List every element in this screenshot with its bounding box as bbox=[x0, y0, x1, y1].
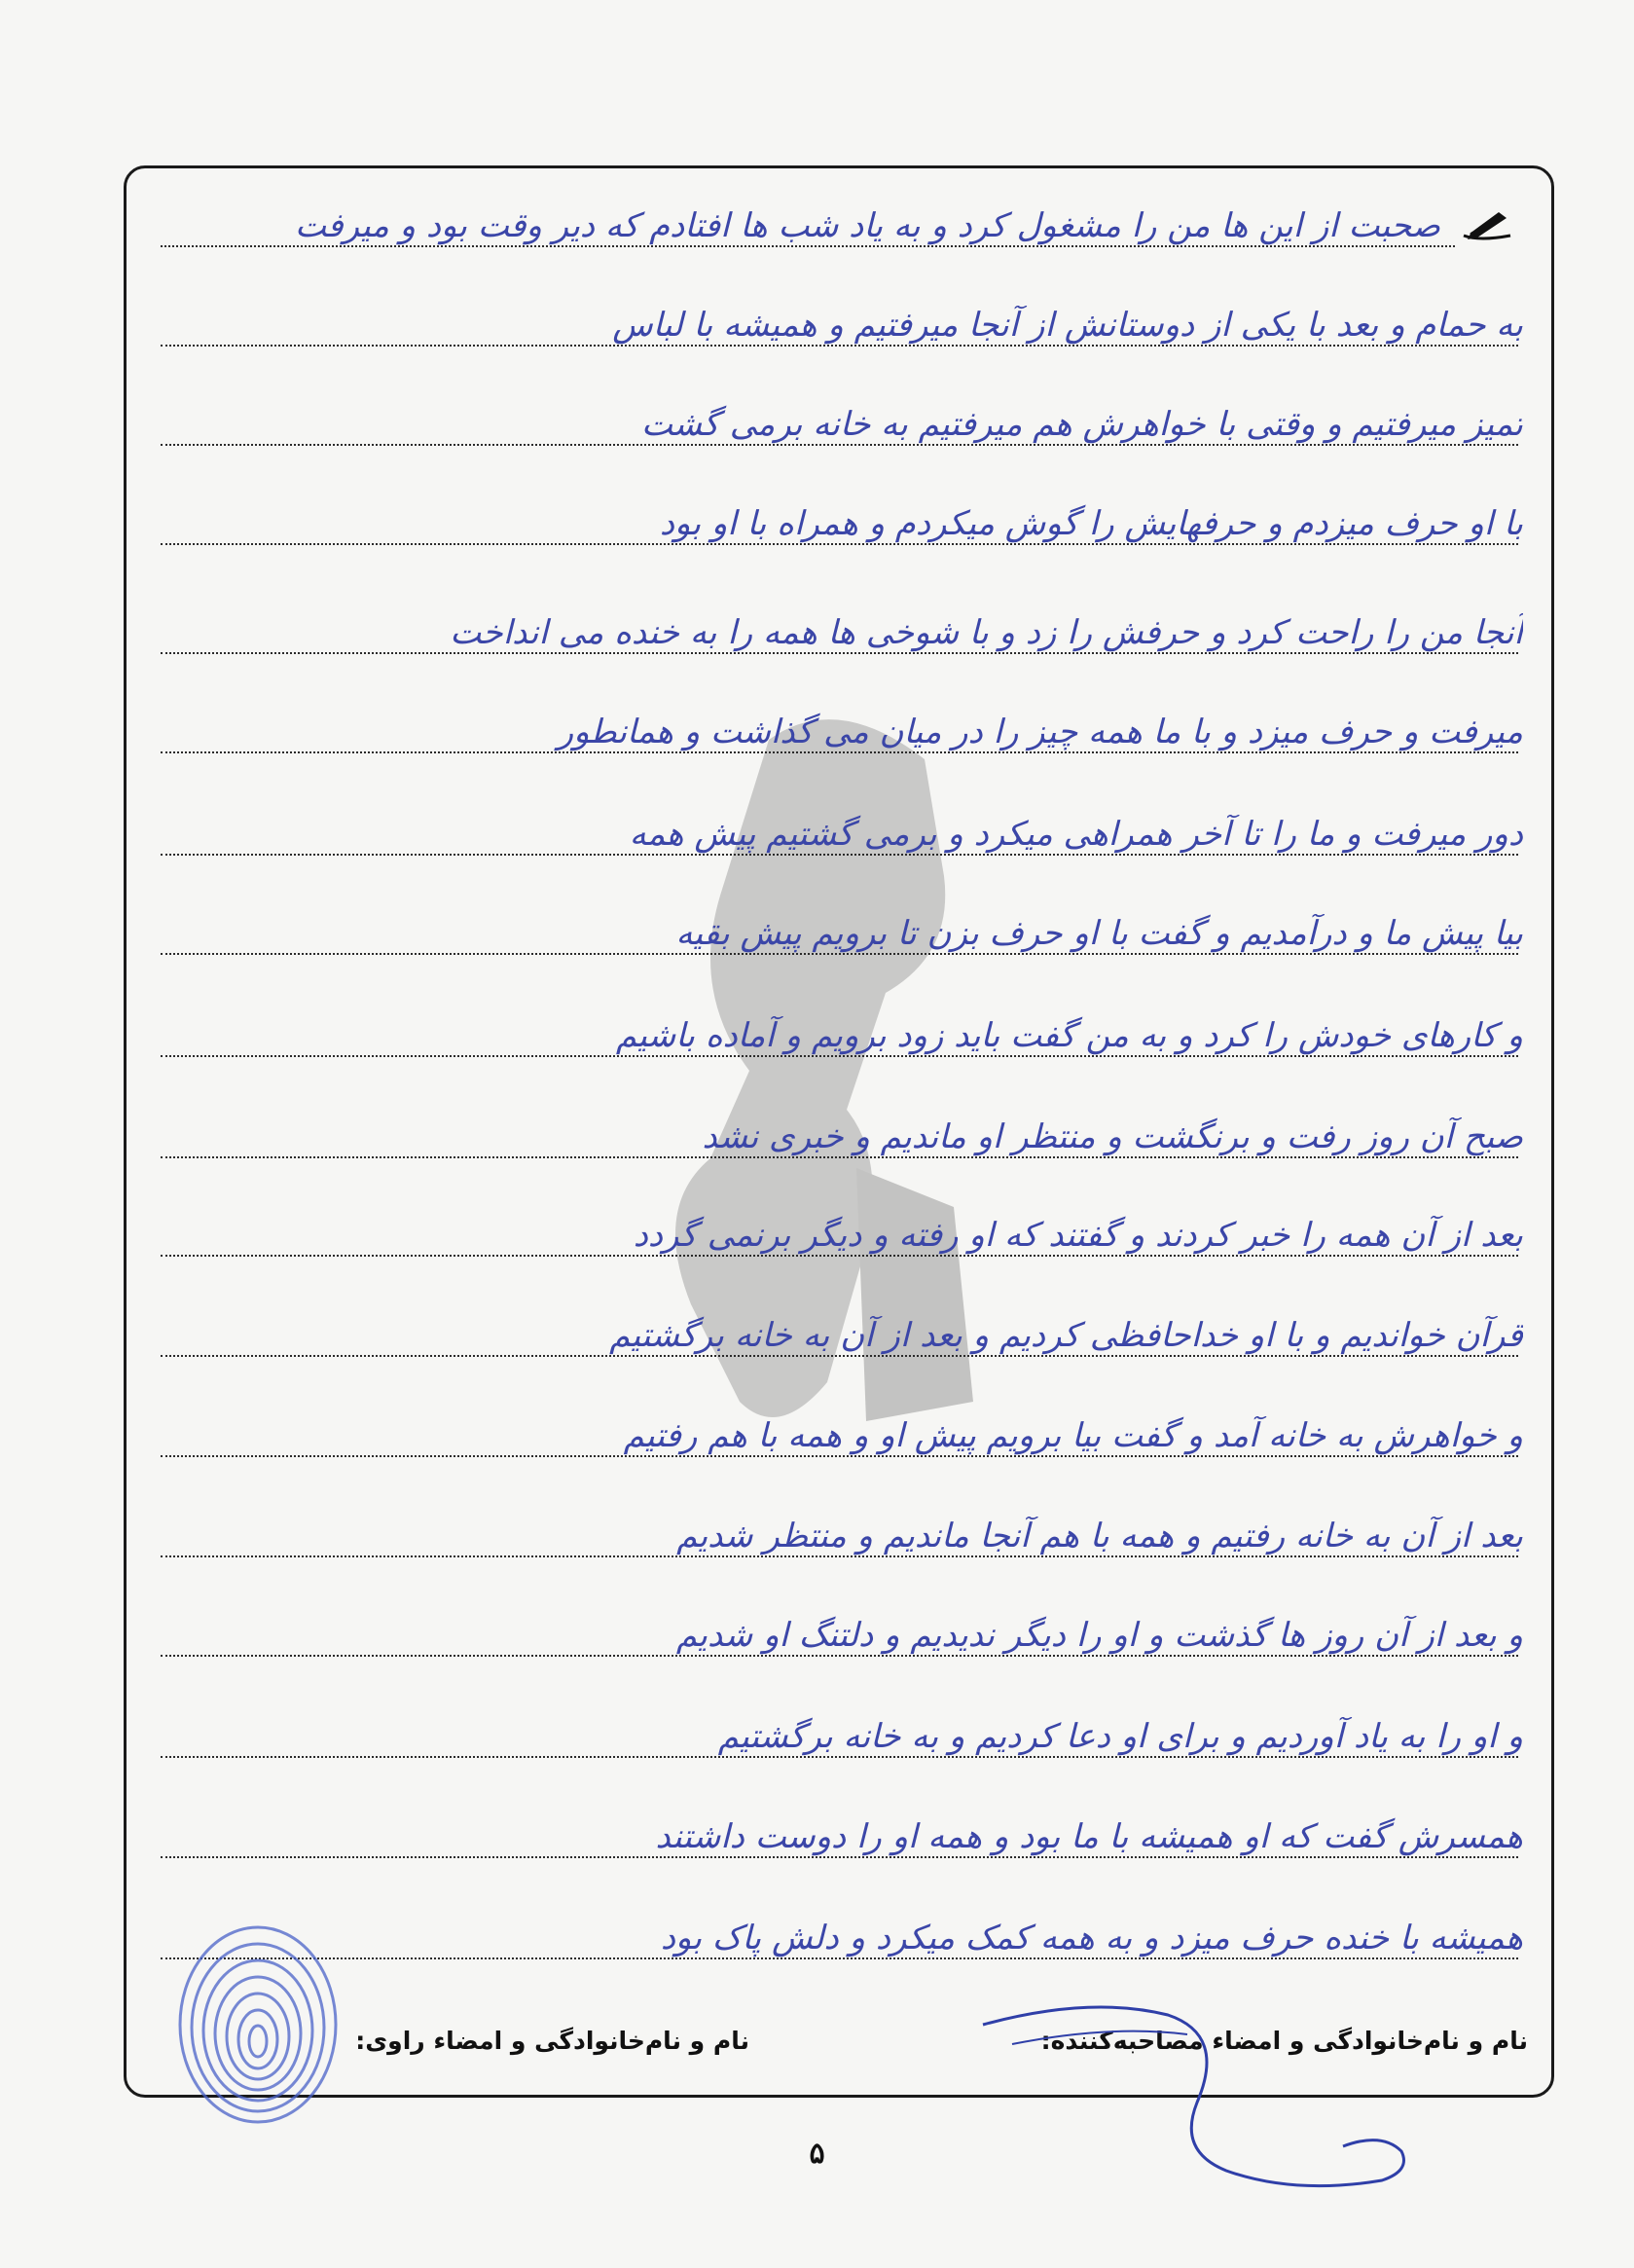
handwritten-line: و او را به یاد آوردیم و برای او دعا کردیم و به خانه برگشتیم bbox=[717, 1717, 1523, 1756]
handwritten-line: قرآن خواندیم و با او خداحافظی کردیم و بعد از آن به خانه برگشتیم bbox=[609, 1316, 1523, 1355]
handwritten-line: همیشه با خنده حرف میزد و به همه کمک میکرد و دلش پاک بود bbox=[660, 1919, 1523, 1957]
fingerprint bbox=[165, 1913, 350, 2137]
handwritten-line: میرفت و حرف میزد و با ما همه چیز را در میان می گذاشت و همانطور bbox=[557, 713, 1523, 751]
page-number: ۵ bbox=[809, 2137, 825, 2171]
handwritten-line: تمیز میرفتیم و وقتی با خواهرش هم میرفتیم به خانه برمی گشت bbox=[640, 405, 1523, 444]
pen-writing-icon bbox=[1460, 206, 1514, 245]
handwritten-line: دور میرفت و ما را تا آخر همراهی میکرد و برمی گشتیم پیش همه bbox=[629, 815, 1523, 854]
handwritten-line: همسرش گفت که او همیشه با ما بود و همه او را دوست داشتند bbox=[655, 1817, 1523, 1856]
interviewer-signature-label: نام و نام‌خانوادگی و امضاء مصاحبه‌کننده: bbox=[1040, 2027, 1528, 2055]
narrator-signature-label: نام و نام‌خانوادگی و امضاء راوی: bbox=[355, 2027, 749, 2055]
handwritten-line: با او حرف میزدم و حرفهایش را گوش میکردم و همراه با او بود bbox=[659, 504, 1523, 543]
handwritten-line: آنجا من را راحت کرد و حرفش را زد و با شوخی ها همه را به خنده می انداخت bbox=[450, 613, 1523, 652]
handwritten-line: بعد از آن به خانه رفتیم و همه با هم آنجا ماندیم و منتظر شدیم bbox=[676, 1517, 1523, 1555]
handwritten-line: بیا پیش ما و درآمدیم و گفت با او حرف بزن تا برویم پیش بقیه bbox=[675, 914, 1523, 953]
handwritten-line: و بعد از آن روز ها گذشت و او را دیگر ندیدیم و دلتنگ او شدیم bbox=[675, 1616, 1523, 1655]
handwritten-line: صحبت از این ها من را مشغول کرد و به یاد شب ها افتادم که دیر وقت بود و میرفت bbox=[294, 206, 1440, 245]
handwritten-line: صبح آن روز رفت و برنگشت و منتظر او ماندیم و خبری نشد bbox=[702, 1117, 1523, 1156]
handwritten-line: بعد از آن همه را خبر کردند و گفتند که او رفته و دیگر برنمی گردد bbox=[633, 1216, 1523, 1255]
handwritten-line: و کارهای خودش را کرد و به من گفت باید زود برویم و آماده باشیم bbox=[615, 1016, 1523, 1055]
handwritten-line: به حمام و بعد با یکی از دوستانش از آنجا میرفتیم و همیشه با لباس bbox=[612, 306, 1523, 345]
handwritten-line: و خواهرش به خانه آمد و گفت بیا برویم پیش او و همه با هم رفتیم bbox=[623, 1416, 1523, 1455]
